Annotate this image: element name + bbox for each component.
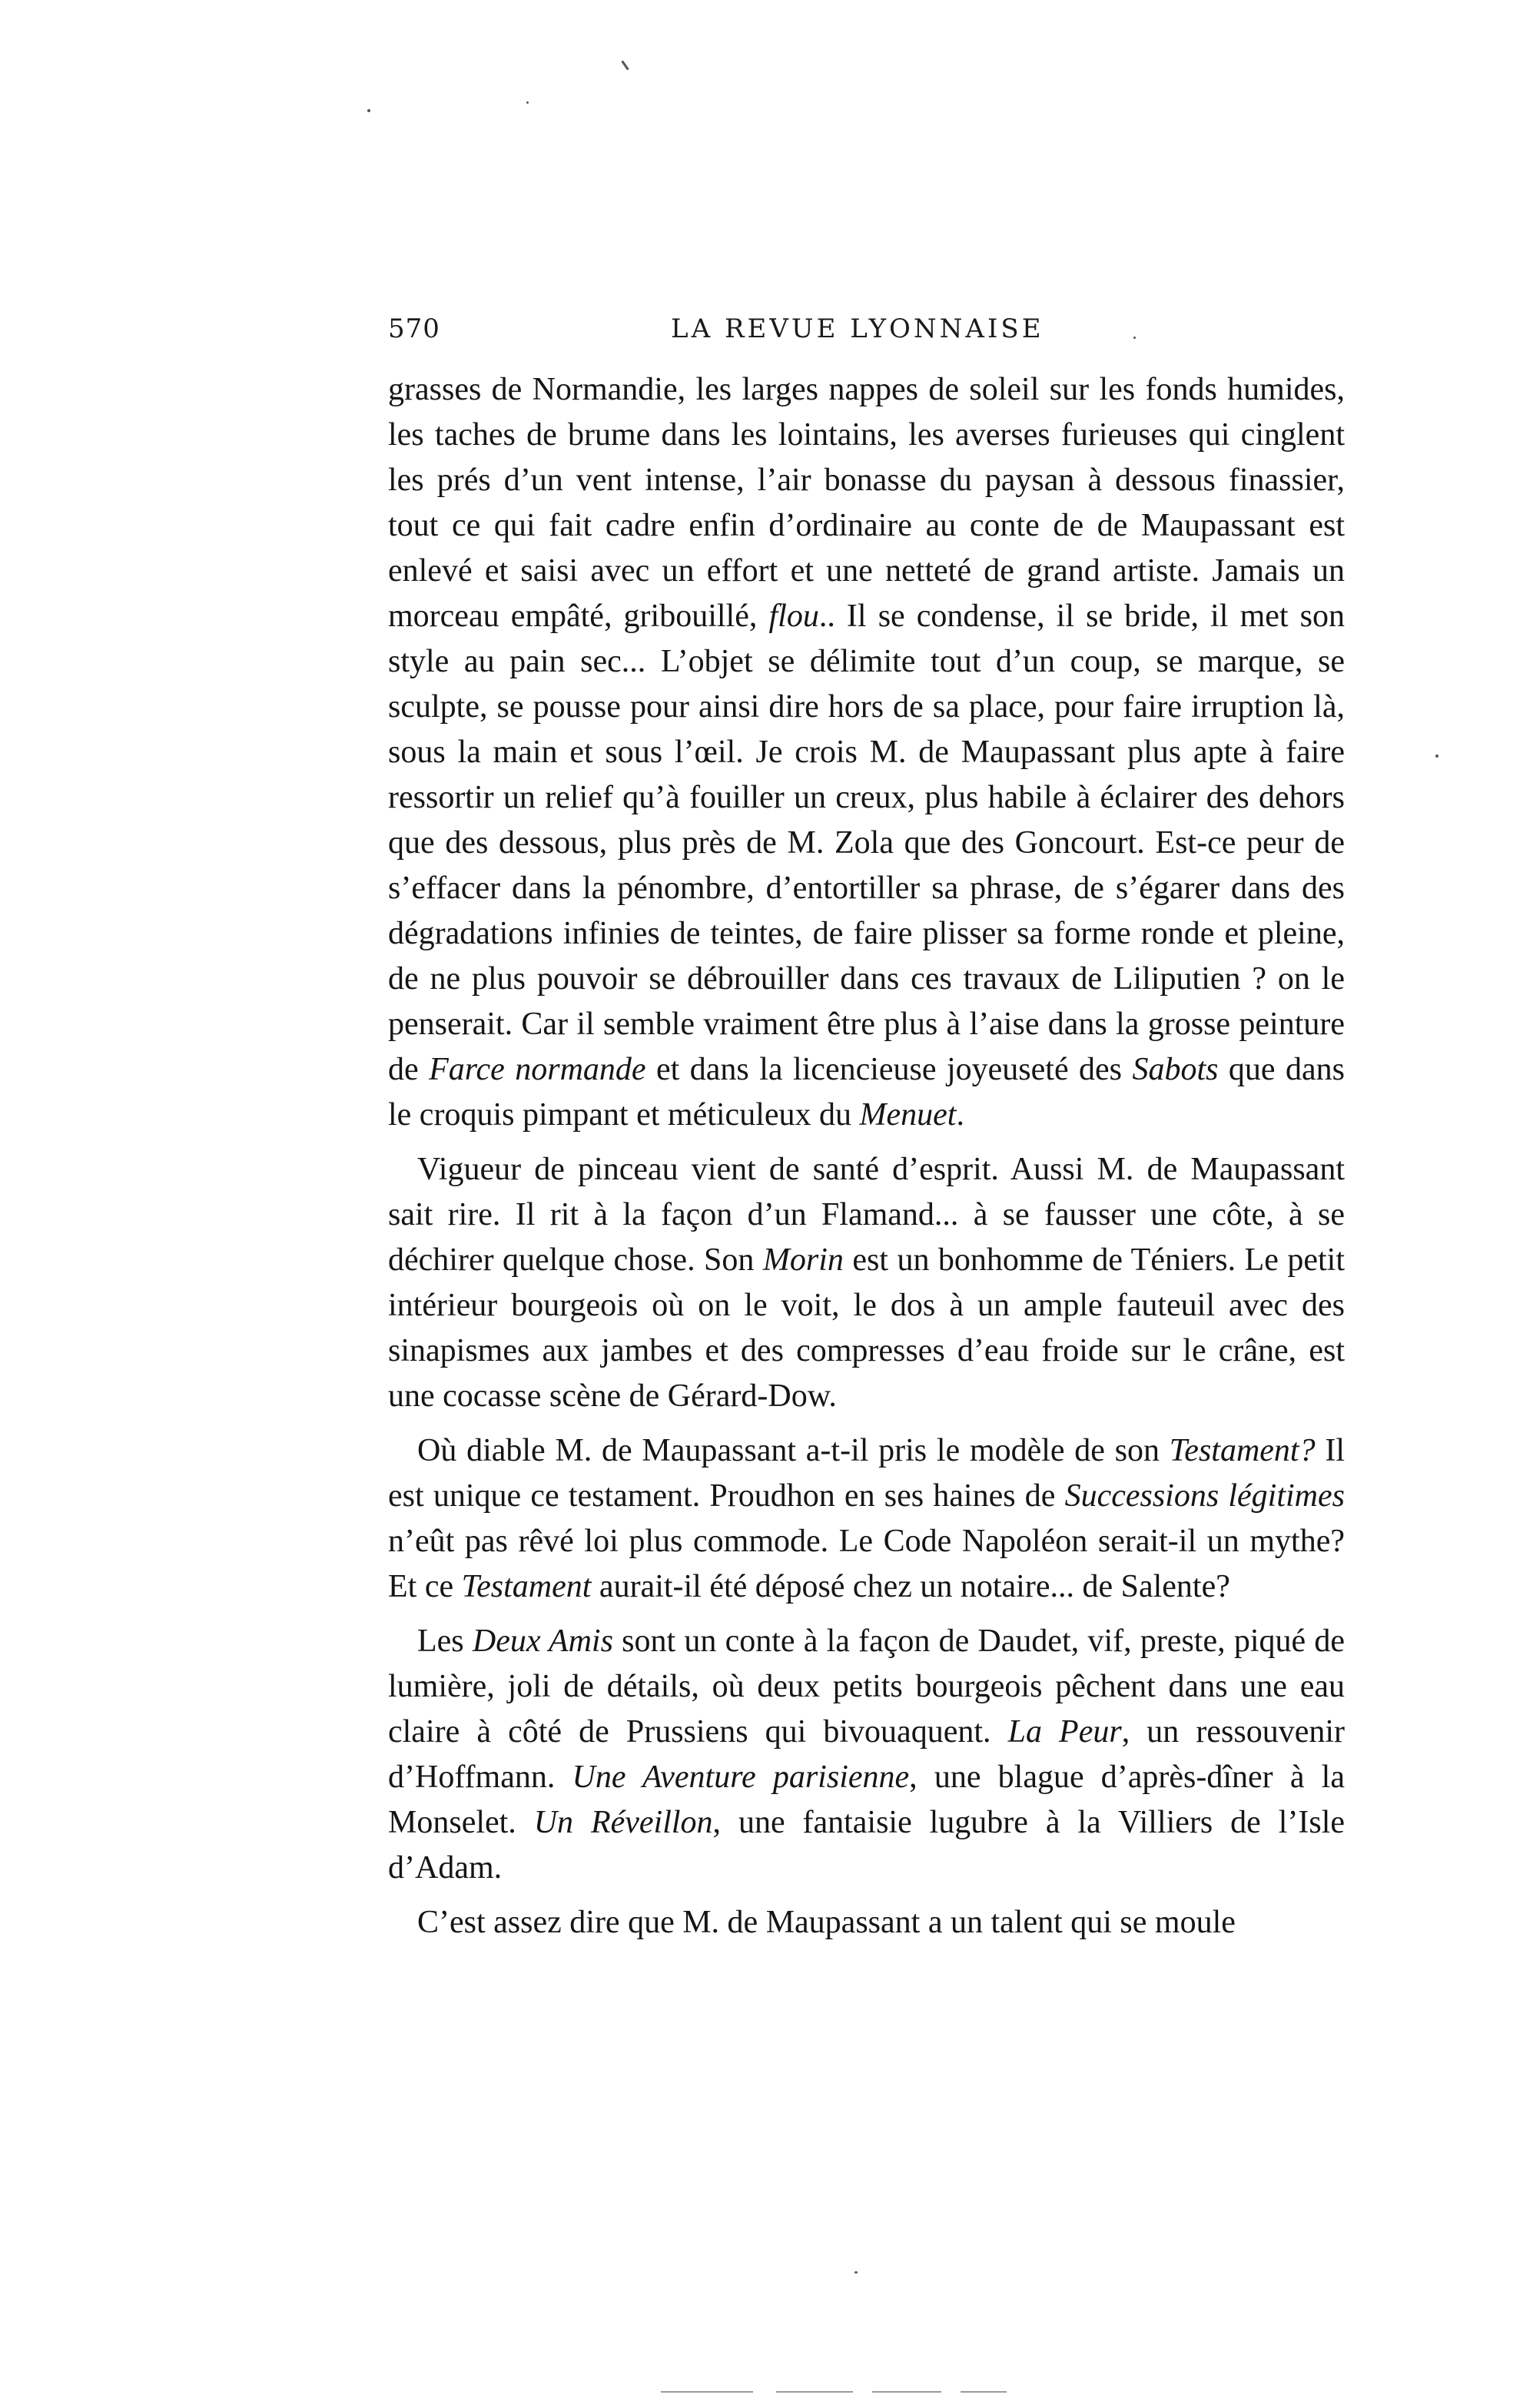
text-run: n’eût pas rêvé loi plus commode. Le Code Napoléon serait-il un mythe? Et ce [388, 1524, 1345, 1604]
running-head [388, 313, 1345, 357]
print-speck [854, 2271, 858, 2274]
text-run: .. Il se condense, il se bride, il met son style au pain sec... L’objet se délimite tout d’un coup, se marque, se sculpte, se pousse pour ainsi dire hors de sa place, pour faire irruption là, sous la main et sous l’œil. Je crois M. de Maupassant plus apte à faire ressortir un relief qu’à fouiller un creux, plus habile à éclairer des dehors que des dessous, plus près de M. Zola que des Goncourt. Est-ce peur de s’effacer dans la pénombre, d’entortiller sa phrase, de s’égarer dans des dégradations infinies de teintes, de faire plisser sa forme ronde et pleine, de ne plus pouvoir se débrouiller dans ces travaux de Liliputien ? on le penserait. Car il semble vraiment être plus à l’aise dans la grosse peinture de [388, 599, 1345, 1087]
text-run: , une blague d’après-dîner à la Monselet. [388, 1760, 1345, 1840]
italic-title: Testament [461, 1569, 592, 1604]
italic-title: Testament? [1169, 1433, 1316, 1468]
paragraph-p2 [388, 1147, 1345, 1419]
text-run: Les [417, 1624, 473, 1659]
text-run: Vigueur de pinceau vient de santé d’esprit. Aussi M. de Maupassant sait rire. Il rit à la façon d’un Flamand... à se fausser une côte, à se déchirer quelque chose. Son [388, 1152, 1345, 1278]
italic-title: Une Aventure parisienne [572, 1760, 910, 1795]
text-run: est un bonhomme de Téniers. Le petit intérieur bourgeois où on le voit, le dos à un ample fauteuil avec des sinapismes aux jambes et des compresses d’eau froide sur le crâne, est une cocasse scène de Gérard-Dow. [388, 1242, 1345, 1414]
text-run: , une fantaisie lugubre à la Villiers de l’Isle d’Adam. [388, 1805, 1346, 1886]
text-run: que dans le croquis pimpant et méticuleux du [388, 1052, 1345, 1133]
italic-title: Menuet [859, 1097, 957, 1133]
italic-title: Deux Amis [472, 1624, 613, 1659]
body-text [388, 367, 1345, 1955]
text-run: C’est assez dire que M. de Maupassant a un talent qui se moule [417, 1905, 1236, 1940]
paragraph-p1 [388, 367, 1345, 1138]
print-speck [367, 109, 370, 112]
text-run: sont un conte à la façon de Daudet, vif, preste, piqué de lumière, joli de détails, où deux petits bourgeois pêchent dans une eau claire à côté de Prussiens qui bivouaquent. [388, 1624, 1345, 1750]
italic-title: Sabots [1132, 1052, 1219, 1087]
text-run: grasses de Normandie, les larges nappes de soleil sur les fonds humides, les taches de brume dans les lointains, les averses furieuses qui cinglent les prés d’un vent intense, l’air bonasse du paysan à dessous finassier, tout ce qui fait cadre enfin d’ordinaire au conte de de Maupassant est enlevé et saisi avec un effort et une netteté de grand artiste. Jamais un morceau empâté, gribouillé, [388, 372, 1345, 634]
paragraph-p3 [388, 1428, 1345, 1610]
bottom-rule [776, 2391, 853, 2393]
italic-title: Un Réveillon [533, 1805, 713, 1840]
bottom-rule [961, 2391, 1007, 2393]
bottom-rule [872, 2391, 941, 2393]
text-run: Où diable M. de Maupassant a-t-il pris le modèle de son [417, 1433, 1170, 1468]
text-run: aurait-il été déposé chez un notaire... de Salente? [591, 1569, 1230, 1604]
text-run: . [956, 1097, 964, 1133]
bottom-rule [661, 2391, 753, 2393]
italic-title: Successions légitimes [1064, 1478, 1346, 1514]
print-speck [1435, 755, 1438, 758]
text-run: , un ressouvenir d’Hoffmann. [388, 1714, 1345, 1795]
paragraph-p5 [388, 1900, 1345, 1945]
text-run: Il est unique ce testament. Proudhon en ses haines de [388, 1433, 1346, 1514]
text-run: et dans la licencieuse joyeuseté des [645, 1052, 1133, 1087]
italic-title: Morin [762, 1242, 844, 1278]
italic-title: Farce normande [429, 1052, 646, 1087]
italic-title: La Peur [1007, 1714, 1122, 1750]
paragraph-p4 [388, 1619, 1345, 1891]
print-speck [621, 60, 629, 70]
italic-title: flou [768, 599, 819, 634]
print-speck [526, 101, 529, 104]
journal-title: LA REVUE LYONNAISE [671, 313, 1044, 344]
page-number: 570 [388, 313, 440, 344]
